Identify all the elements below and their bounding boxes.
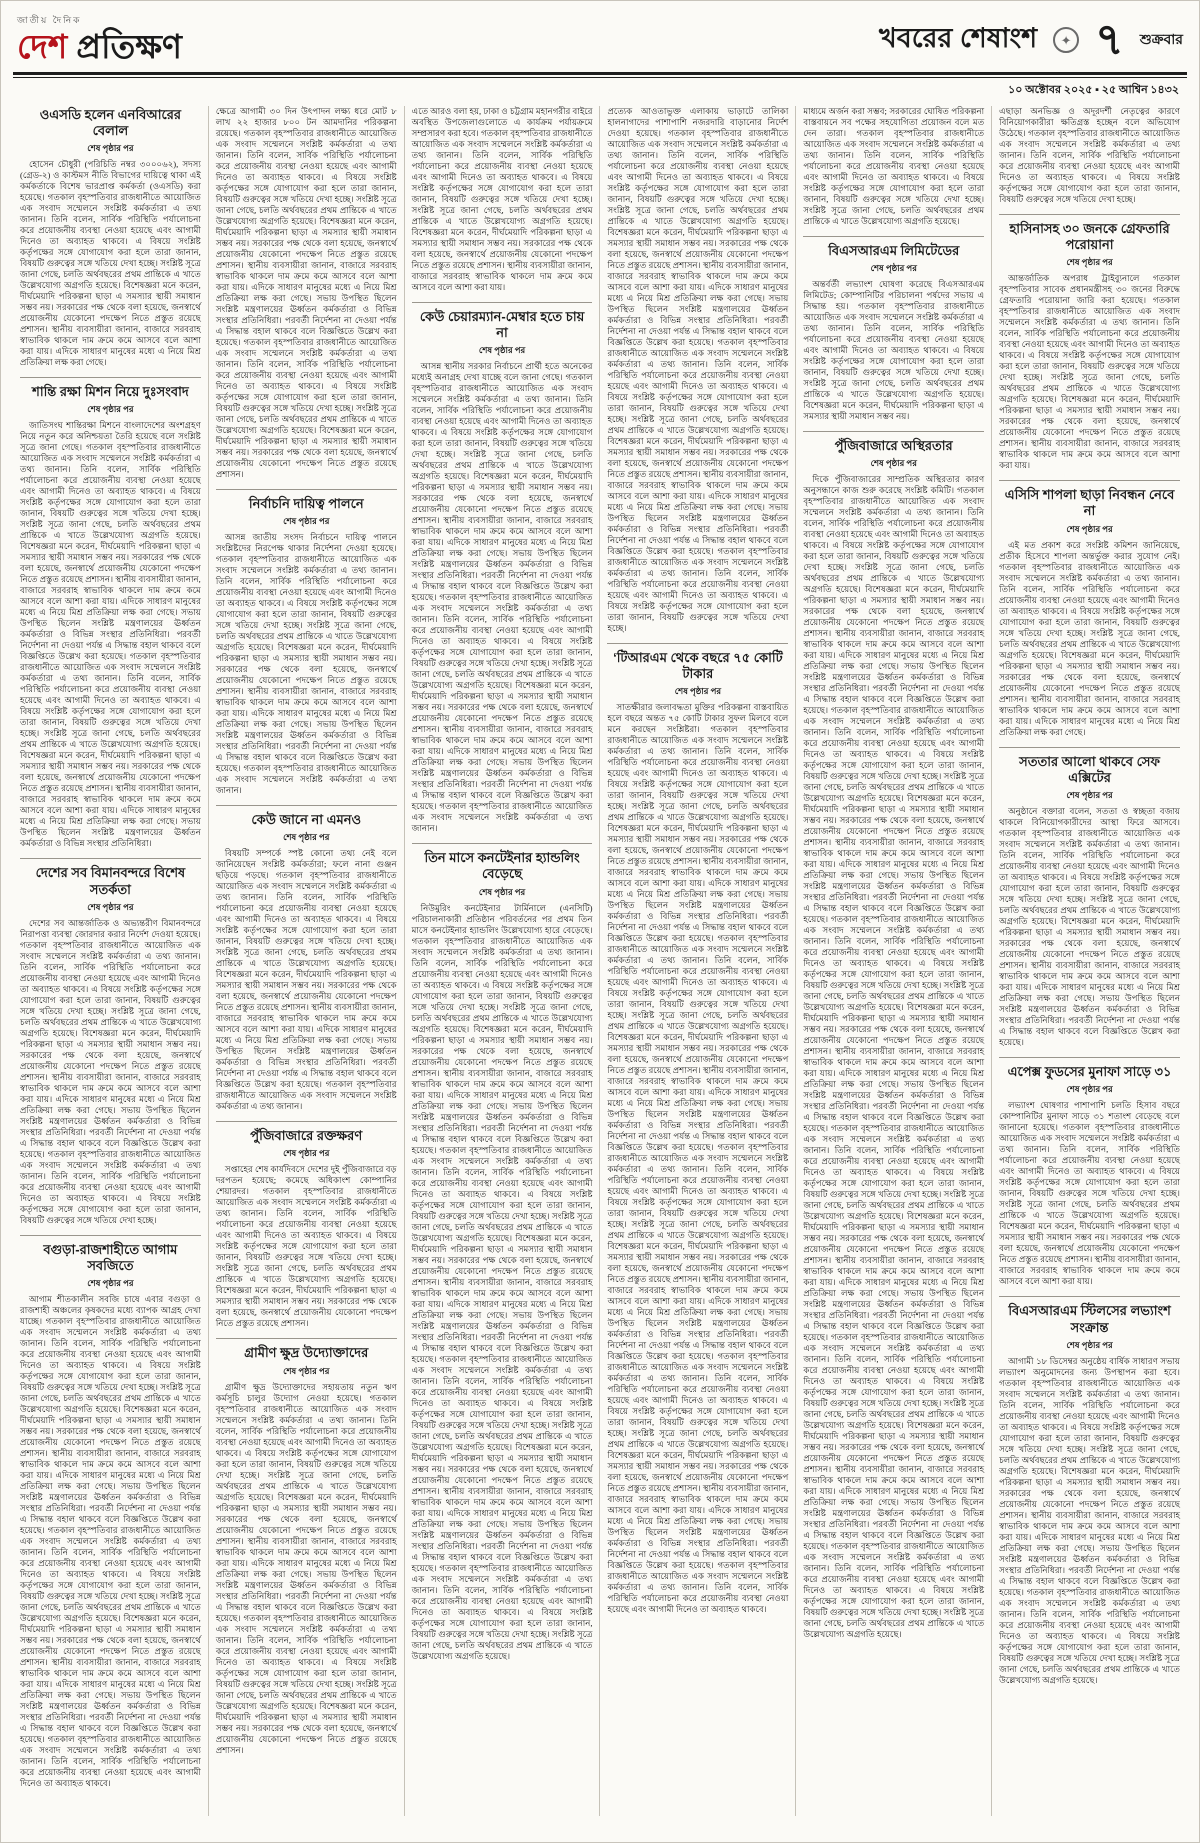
continued-from-label: শেষ পৃষ্ঠার পর xyxy=(1066,523,1113,534)
masthead-tagline: জাতীয় দৈনিক xyxy=(17,15,82,25)
article-continuation xyxy=(803,106,984,227)
continued-from-label: শেষ পৃষ্ঠার পর xyxy=(87,143,134,154)
article-body: ক্ষেত্রে আগামী ৩০ দিন উৎপাদন লক্ষ্য ধরে মোট ৮ লাখ ২২ হাজার ৮০০ টন আমদানির পরিকল্পনা রয়েছে। গতকাল বৃহস্পতিবার রাজধানীতে আয়োজিত এক সংবাদ সম্মেলনে সংশ্লিষ্ট কর্মকর্তারা এ তথ্য জানান। তিনি বলেন, সার্বিক পরিস্থিতি পর্যালোচনা করে প্রয়োজনীয় ব্যবস্থা নেওয়া হয়েছে এবং আগামী দিনেও তা অব্যাহত থাকবে। এ বিষয়ে সংশ্লিষ্ট কর্তৃপক্ষের সঙ্গে যোগাযোগ করা হলে তারা জানান, বিষয়টি গুরুত্বের সঙ্গে খতিয়ে দেখা হচ্ছে। সংশ্লিষ্ট সূত্রে জানা গেছে, চলতি অর্থবছরের প্রথম প্রান্তিকে এ খাতে উল্লেখযোগ্য অগ্রগতি হয়েছে। বিশেষজ্ঞরা মনে করেন, দীর্ঘমেয়াদি পরিকল্পনা ছাড়া এ সমস্যার স্থায়ী সমাধান সম্ভব নয়। সরকারের পক্ষ থেকে বলা হয়েছে, জনস্বার্থে প্রয়োজনীয় যেকোনো পদক্ষেপ নিতে প্রস্তুত রয়েছে প্রশাসন। স্থানীয় ব্যবসায়ীরা জানান, বাজারে সরবরাহ স্বাভাবিক থাকলে দাম ক্রমে কমে আসবে বলে আশা করা যায়। এদিকে সাধারণ মানুষের মধ্যে এ নিয়ে মিশ্র প্রতিক্রিয়া লক্ষ করা গেছে। সভায় উপস্থিত ছিলেন সংশ্লিষ্ট মন্ত্রণালয়ের ঊর্ধ্বতন কর্মকর্তারা ও বিভিন্ন সংস্থার প্রতিনিধিরা। পরবর্তী নির্দেশনা না দেওয়া পর্যন্ত এ সিদ্ধান্ত বহাল থাকবে বলে বিজ্ঞপ্তিতে উল্লেখ করা হয়েছে। গতকাল বৃহস্পতিবার রাজধানীতে আয়োজিত এক সংবাদ সম্মেলনে সংশ্লিষ্ট কর্মকর্তারা এ তথ্য জানান। তিনি বলেন, সার্বিক পরিস্থিতি পর্যালোচনা করে প্রয়োজনীয় ব্যবস্থা নেওয়া হয়েছে এবং আগামী দিনেও তা অব্যাহত থাকবে। এ বিষয়ে সংশ্লিষ্ট কর্তৃপক্ষের সঙ্গে যোগাযোগ করা হলে তারা জানান, বিষয়টি গুরুত্বের সঙ্গে খতিয়ে দেখা হচ্ছে। সংশ্লিষ্ট সূত্রে জানা গেছে, চলতি অর্থবছরের প্রথম প্রান্তিকে এ খাতে উল্লেখযোগ্য অগ্রগতি হয়েছে। বিশেষজ্ঞরা মনে করেন, দীর্ঘমেয়াদি পরিকল্পনা ছাড়া এ সমস্যার স্থায়ী সমাধান সম্ভব নয়। সরকারের পক্ষ থেকে বলা হয়েছে, জনস্বার্থে প্রয়োজনীয় যেকোনো পদক্ষেপ নিতে প্রস্তুত রয়েছে প্রশাসন। xyxy=(215,105,397,479)
article xyxy=(999,480,1180,738)
article-body: গ্রামীণ ক্ষুদ্র উদ্যোক্তাদের সহায়তায় নতুন ঋণ কর্মসূচি চালুর উদ্যোগ নেওয়া হয়েছে। গতকাল বৃহস্পতিবার রাজধানীতে আয়োজিত এক সংবাদ সম্মেলনে সংশ্লিষ্ট কর্মকর্তারা এ তথ্য জানান। তিনি বলেন, সার্বিক পরিস্থিতি পর্যালোচনা করে প্রয়োজনীয় ব্যবস্থা নেওয়া হয়েছে এবং আগামী দিনেও তা অব্যাহত থাকবে। এ বিষয়ে সংশ্লিষ্ট কর্তৃপক্ষের সঙ্গে যোগাযোগ করা হলে তারা জানান, বিষয়টি গুরুত্বের সঙ্গে খতিয়ে দেখা হচ্ছে। সংশ্লিষ্ট সূত্রে জানা গেছে, চলতি অর্থবছরের প্রথম প্রান্তিকে এ খাতে উল্লেখযোগ্য অগ্রগতি হয়েছে। বিশেষজ্ঞরা মনে করেন, দীর্ঘমেয়াদি পরিকল্পনা ছাড়া এ সমস্যার স্থায়ী সমাধান সম্ভব নয়। সরকারের পক্ষ থেকে বলা হয়েছে, জনস্বার্থে প্রয়োজনীয় যেকোনো পদক্ষেপ নিতে প্রস্তুত রয়েছে প্রশাসন। স্থানীয় ব্যবসায়ীরা জানান, বাজারে সরবরাহ স্বাভাবিক থাকলে দাম ক্রমে কমে আসবে বলে আশা করা যায়। এদিকে সাধারণ মানুষের মধ্যে এ নিয়ে মিশ্র প্রতিক্রিয়া লক্ষ করা গেছে। সভায় উপস্থিত ছিলেন সংশ্লিষ্ট মন্ত্রণালয়ের ঊর্ধ্বতন কর্মকর্তারা ও বিভিন্ন সংস্থার প্রতিনিধিরা। পরবর্তী নির্দেশনা না দেওয়া পর্যন্ত এ সিদ্ধান্ত বহাল থাকবে বলে বিজ্ঞপ্তিতে উল্লেখ করা হয়েছে। গতকাল বৃহস্পতিবার রাজধানীতে আয়োজিত এক সংবাদ সম্মেলনে সংশ্লিষ্ট কর্মকর্তারা এ তথ্য জানান। তিনি বলেন, সার্বিক পরিস্থিতি পর্যালোচনা করে প্রয়োজনীয় ব্যবস্থা নেওয়া হয়েছে এবং আগামী দিনেও তা অব্যাহত থাকবে। এ বিষয়ে সংশ্লিষ্ট কর্তৃপক্ষের সঙ্গে যোগাযোগ করা হলে তারা জানান, বিষয়টি গুরুত্বের সঙ্গে খতিয়ে দেখা হচ্ছে। সংশ্লিষ্ট সূত্রে জানা গেছে, চলতি অর্থবছরের প্রথম প্রান্তিকে এ খাতে উল্লেখযোগ্য অগ্রগতি হয়েছে। বিশেষজ্ঞরা মনে করেন, দীর্ঘমেয়াদি পরিকল্পনা ছাড়া এ সমস্যার স্থায়ী সমাধান সম্ভব নয়। সরকারের পক্ষ থেকে বলা হয়েছে, জনস্বার্থে প্রয়োজনীয় যেকোনো পদক্ষেপ নিতে প্রস্তুত রয়েছে প্রশাসন। xyxy=(215,1381,397,1755)
continued-from-label: শেষ পৃষ্ঠার পর xyxy=(283,515,330,526)
article-headline: এসিসি শাপলা ছাড়া নিবন্ধন নেবে না xyxy=(1004,487,1175,519)
article xyxy=(999,214,1180,472)
article-body: অনুষ্ঠানে বক্তারা বলেন, সততা ও স্বচ্ছতা বজায় থাকলে বিনিয়োগকারীদের আস্থা ফিরে আসবে। গতকাল বৃহস্পতিবার রাজধানীতে আয়োজিত এক সংবাদ সম্মেলনে সংশ্লিষ্ট কর্মকর্তারা এ তথ্য জানান। তিনি বলেন, সার্বিক পরিস্থিতি পর্যালোচনা করে প্রয়োজনীয় ব্যবস্থা নেওয়া হয়েছে এবং আগামী দিনেও তা অব্যাহত থাকবে। এ বিষয়ে সংশ্লিষ্ট কর্তৃপক্ষের সঙ্গে যোগাযোগ করা হলে তারা জানান, বিষয়টি গুরুত্বের সঙ্গে খতিয়ে দেখা হচ্ছে। সংশ্লিষ্ট সূত্রে জানা গেছে, চলতি অর্থবছরের প্রথম প্রান্তিকে এ খাতে উল্লেখযোগ্য অগ্রগতি হয়েছে। বিশেষজ্ঞরা মনে করেন, দীর্ঘমেয়াদি পরিকল্পনা ছাড়া এ সমস্যার স্থায়ী সমাধান সম্ভব নয়। সরকারের পক্ষ থেকে বলা হয়েছে, জনস্বার্থে প্রয়োজনীয় যেকোনো পদক্ষেপ নিতে প্রস্তুত রয়েছে প্রশাসন। স্থানীয় ব্যবসায়ীরা জানান, বাজারে সরবরাহ স্বাভাবিক থাকলে দাম ক্রমে কমে আসবে বলে আশা করা যায়। এদিকে সাধারণ মানুষের মধ্যে এ নিয়ে মিশ্র প্রতিক্রিয়া লক্ষ করা গেছে। সভায় উপস্থিত ছিলেন সংশ্লিষ্ট মন্ত্রণালয়ের ঊর্ধ্বতন কর্মকর্তারা ও বিভিন্ন সংস্থার প্রতিনিধিরা। পরবর্তী নির্দেশনা না দেওয়া পর্যন্ত এ সিদ্ধান্ত বহাল থাকবে বলে বিজ্ঞপ্তিতে উল্লেখ করা হয়েছে। xyxy=(999,806,1180,1048)
date-line: ১০ অক্টোবর ২০২৫ ▪ ২৫ আশ্বিন ১৪৩২ xyxy=(1008,83,1179,96)
article-continuation xyxy=(607,106,788,634)
article-headline: গ্রামীণ ক্ষুদ্র উদ্যোক্তাদের xyxy=(244,1345,369,1361)
article-body: সাতক্ষীরার জলাবদ্ধতা মুক্তির পরিকল্পনা বাস্তবায়িত হলে বছরে অন্তত ৭৫ কোটি টাকার সুফল মিলবে বলে মনে করছেন সংশ্লিষ্টরা। গতকাল বৃহস্পতিবার রাজধানীতে আয়োজিত এক সংবাদ সম্মেলনে সংশ্লিষ্ট কর্মকর্তারা এ তথ্য জানান। তিনি বলেন, সার্বিক পরিস্থিতি পর্যালোচনা করে প্রয়োজনীয় ব্যবস্থা নেওয়া হয়েছে এবং আগামী দিনেও তা অব্যাহত থাকবে। এ বিষয়ে সংশ্লিষ্ট কর্তৃপক্ষের সঙ্গে যোগাযোগ করা হলে তারা জানান, বিষয়টি গুরুত্বের সঙ্গে খতিয়ে দেখা হচ্ছে। সংশ্লিষ্ট সূত্রে জানা গেছে, চলতি অর্থবছরের প্রথম প্রান্তিকে এ খাতে উল্লেখযোগ্য অগ্রগতি হয়েছে। বিশেষজ্ঞরা মনে করেন, দীর্ঘমেয়াদি পরিকল্পনা ছাড়া এ সমস্যার স্থায়ী সমাধান সম্ভব নয়। সরকারের পক্ষ থেকে বলা হয়েছে, জনস্বার্থে প্রয়োজনীয় যেকোনো পদক্ষেপ নিতে প্রস্তুত রয়েছে প্রশাসন। স্থানীয় ব্যবসায়ীরা জানান, বাজারে সরবরাহ স্বাভাবিক থাকলে দাম ক্রমে কমে আসবে বলে আশা করা যায়। এদিকে সাধারণ মানুষের মধ্যে এ নিয়ে মিশ্র প্রতিক্রিয়া লক্ষ করা গেছে। সভায় উপস্থিত ছিলেন সংশ্লিষ্ট মন্ত্রণালয়ের ঊর্ধ্বতন কর্মকর্তারা ও বিভিন্ন সংস্থার প্রতিনিধিরা। পরবর্তী নির্দেশনা না দেওয়া পর্যন্ত এ সিদ্ধান্ত বহাল থাকবে বলে বিজ্ঞপ্তিতে উল্লেখ করা হয়েছে। গতকাল বৃহস্পতিবার রাজধানীতে আয়োজিত এক সংবাদ সম্মেলনে সংশ্লিষ্ট কর্মকর্তারা এ তথ্য জানান। তিনি বলেন, সার্বিক পরিস্থিতি পর্যালোচনা করে প্রয়োজনীয় ব্যবস্থা নেওয়া হয়েছে এবং আগামী দিনেও তা অব্যাহত থাকবে। এ বিষয়ে সংশ্লিষ্ট কর্তৃপক্ষের সঙ্গে যোগাযোগ করা হলে তারা জানান, বিষয়টি গুরুত্বের সঙ্গে খতিয়ে দেখা হচ্ছে। সংশ্লিষ্ট সূত্রে জানা গেছে, চলতি অর্থবছরের প্রথম প্রান্তিকে এ খাতে উল্লেখযোগ্য অগ্রগতি হয়েছে। বিশেষজ্ঞরা মনে করেন, দীর্ঘমেয়াদি পরিকল্পনা ছাড়া এ সমস্যার স্থায়ী সমাধান সম্ভব নয়। সরকারের পক্ষ থেকে বলা হয়েছে, জনস্বার্থে প্রয়োজনীয় যেকোনো পদক্ষেপ নিতে প্রস্তুত রয়েছে প্রশাসন। স্থানীয় ব্যবসায়ীরা জানান, বাজারে সরবরাহ স্বাভাবিক থাকলে দাম ক্রমে কমে আসবে বলে আশা করা যায়। এদিকে সাধারণ মানুষের মধ্যে এ নিয়ে মিশ্র প্রতিক্রিয়া লক্ষ করা গেছে। সভায় উপস্থিত ছিলেন সংশ্লিষ্ট মন্ত্রণালয়ের ঊর্ধ্বতন কর্মকর্তারা ও বিভিন্ন সংস্থার প্রতিনিধিরা। পরবর্তী নির্দেশনা না দেওয়া পর্যন্ত এ সিদ্ধান্ত বহাল থাকবে বলে বিজ্ঞপ্তিতে উল্লেখ করা হয়েছে। গতকাল বৃহস্পতিবার রাজধানীতে আয়োজিত এক সংবাদ সম্মেলনে সংশ্লিষ্ট কর্মকর্তারা এ তথ্য জানান। তিনি বলেন, সার্বিক পরিস্থিতি পর্যালোচনা করে প্রয়োজনীয় ব্যবস্থা নেওয়া হয়েছে এবং আগামী দিনেও তা অব্যাহত থাকবে। এ বিষয়ে সংশ্লিষ্ট কর্তৃপক্ষের সঙ্গে যোগাযোগ করা হলে তারা জানান, বিষয়টি গুরুত্বের সঙ্গে খতিয়ে দেখা হচ্ছে। সংশ্লিষ্ট সূত্রে জানা গেছে, চলতি অর্থবছরের প্রথম প্রান্তিকে এ খাতে উল্লেখযোগ্য অগ্রগতি হয়েছে। বিশেষজ্ঞরা মনে করেন, দীর্ঘমেয়াদি পরিকল্পনা ছাড়া এ সমস্যার স্থায়ী সমাধান সম্ভব নয়। সরকারের পক্ষ থেকে বলা হয়েছে, জনস্বার্থে প্রয়োজনীয় যেকোনো পদক্ষেপ নিতে প্রস্তুত রয়েছে প্রশাসন। স্থানীয় ব্যবসায়ীরা জানান, বাজারে সরবরাহ স্বাভাবিক থাকলে দাম ক্রমে কমে আসবে বলে আশা করা যায়। এদিকে সাধারণ মানুষের মধ্যে এ নিয়ে মিশ্র প্রতিক্রিয়া লক্ষ করা গেছে। সভায় উপস্থিত ছিলেন সংশ্লিষ্ট মন্ত্রণালয়ের ঊর্ধ্বতন কর্মকর্তারা ও বিভিন্ন সংস্থার প্রতিনিধিরা। পরবর্তী নির্দেশনা না দেওয়া পর্যন্ত এ সিদ্ধান্ত বহাল থাকবে বলে বিজ্ঞপ্তিতে উল্লেখ করা হয়েছে। গতকাল বৃহস্পতিবার রাজধানীতে আয়োজিত এক সংবাদ সম্মেলনে সংশ্লিষ্ট কর্মকর্তারা এ তথ্য জানান। তিনি বলেন, সার্বিক পরিস্থিতি পর্যালোচনা করে প্রয়োজনীয় ব্যবস্থা নেওয়া হয়েছে এবং আগামী দিনেও তা অব্যাহত থাকবে। এ বিষয়ে সংশ্লিষ্ট কর্তৃপক্ষের সঙ্গে যোগাযোগ করা হলে তারা জানান, বিষয়টি গুরুত্বের সঙ্গে খতিয়ে দেখা হচ্ছে। সংশ্লিষ্ট সূত্রে জানা গেছে, চলতি অর্থবছরের প্রথম প্রান্তিকে এ খাতে উল্লেখযোগ্য অগ্রগতি হয়েছে। বিশেষজ্ঞরা মনে করেন, দীর্ঘমেয়াদি পরিকল্পনা ছাড়া এ সমস্যার স্থায়ী সমাধান সম্ভব নয়। সরকারের পক্ষ থেকে বলা হয়েছে, জনস্বার্থে প্রয়োজনীয় যেকোনো পদক্ষেপ নিতে প্রস্তুত রয়েছে প্রশাসন। স্থানীয় ব্যবসায়ীরা জানান, বাজারে সরবরাহ স্বাভাবিক থাকলে দাম ক্রমে কমে আসবে বলে আশা করা যায়। এদিকে সাধারণ মানুষের মধ্যে এ নিয়ে মিশ্র প্রতিক্রিয়া লক্ষ করা গেছে। সভায় উপস্থিত ছিলেন সংশ্লিষ্ট মন্ত্রণালয়ের ঊর্ধ্বতন কর্মকর্তারা ও বিভিন্ন সংস্থার প্রতিনিধিরা। পরবর্তী নির্দেশনা না দেওয়া পর্যন্ত এ সিদ্ধান্ত বহাল থাকবে বলে বিজ্ঞপ্তিতে উল্লেখ করা হয়েছে। গতকাল বৃহস্পতিবার রাজধানীতে আয়োজিত এক সংবাদ সম্মেলনে সংশ্লিষ্ট কর্মকর্তারা এ তথ্য জানান। তিনি বলেন, সার্বিক পরিস্থিতি পর্যালোচনা করে প্রয়োজনীয় ব্যবস্থা নেওয়া হয়েছে এবং আগামী দিনেও তা অব্যাহত থাকবে। xyxy=(607,702,789,1615)
continued-from-label: শেষ পৃষ্ঠার পর xyxy=(87,404,134,415)
continued-from-label: শেষ পৃষ্ঠার পর xyxy=(87,1278,134,1289)
article-body: জাতিসংঘ শান্তিরক্ষা মিশনে বাংলাদেশের অংশগ্রহণ নিয়ে নতুন করে অনিশ্চয়তা তৈরি হয়েছে বলে সংশ্লিষ্ট সূত্রে জানা গেছে। গতকাল বৃহস্পতিবার রাজধানীতে আয়োজিত এক সংবাদ সম্মেলনে সংশ্লিষ্ট কর্মকর্তারা এ তথ্য জানান। তিনি বলেন, সার্বিক পরিস্থিতি পর্যালোচনা করে প্রয়োজনীয় ব্যবস্থা নেওয়া হয়েছে এবং আগামী দিনেও তা অব্যাহত থাকবে। এ বিষয়ে সংশ্লিষ্ট কর্তৃপক্ষের সঙ্গে যোগাযোগ করা হলে তারা জানান, বিষয়টি গুরুত্বের সঙ্গে খতিয়ে দেখা হচ্ছে। সংশ্লিষ্ট সূত্রে জানা গেছে, চলতি অর্থবছরের প্রথম প্রান্তিকে এ খাতে উল্লেখযোগ্য অগ্রগতি হয়েছে। বিশেষজ্ঞরা মনে করেন, দীর্ঘমেয়াদি পরিকল্পনা ছাড়া এ সমস্যার স্থায়ী সমাধান সম্ভব নয়। সরকারের পক্ষ থেকে বলা হয়েছে, জনস্বার্থে প্রয়োজনীয় যেকোনো পদক্ষেপ নিতে প্রস্তুত রয়েছে প্রশাসন। স্থানীয় ব্যবসায়ীরা জানান, বাজারে সরবরাহ স্বাভাবিক থাকলে দাম ক্রমে কমে আসবে বলে আশা করা যায়। এদিকে সাধারণ মানুষের মধ্যে এ নিয়ে মিশ্র প্রতিক্রিয়া লক্ষ করা গেছে। সভায় উপস্থিত ছিলেন সংশ্লিষ্ট মন্ত্রণালয়ের ঊর্ধ্বতন কর্মকর্তারা ও বিভিন্ন সংস্থার প্রতিনিধিরা। পরবর্তী নির্দেশনা না দেওয়া পর্যন্ত এ সিদ্ধান্ত বহাল থাকবে বলে বিজ্ঞপ্তিতে উল্লেখ করা হয়েছে। গতকাল বৃহস্পতিবার রাজধানীতে আয়োজিত এক সংবাদ সম্মেলনে সংশ্লিষ্ট কর্মকর্তারা এ তথ্য জানান। তিনি বলেন, সার্বিক পরিস্থিতি পর্যালোচনা করে প্রয়োজনীয় ব্যবস্থা নেওয়া হয়েছে এবং আগামী দিনেও তা অব্যাহত থাকবে। এ বিষয়ে সংশ্লিষ্ট কর্তৃপক্ষের সঙ্গে যোগাযোগ করা হলে তারা জানান, বিষয়টি গুরুত্বের সঙ্গে খতিয়ে দেখা হচ্ছে। সংশ্লিষ্ট সূত্রে জানা গেছে, চলতি অর্থবছরের প্রথম প্রান্তিকে এ খাতে উল্লেখযোগ্য অগ্রগতি হয়েছে। বিশেষজ্ঞরা মনে করেন, দীর্ঘমেয়াদি পরিকল্পনা ছাড়া এ সমস্যার স্থায়ী সমাধান সম্ভব নয়। সরকারের পক্ষ থেকে বলা হয়েছে, জনস্বার্থে প্রয়োজনীয় যেকোনো পদক্ষেপ নিতে প্রস্তুত রয়েছে প্রশাসন। স্থানীয় ব্যবসায়ীরা জানান, বাজারে সরবরাহ স্বাভাবিক থাকলে দাম ক্রমে কমে আসবে বলে আশা করা যায়। এদিকে সাধারণ মানুষের মধ্যে এ নিয়ে মিশ্র প্রতিক্রিয়া লক্ষ করা গেছে। সভায় উপস্থিত ছিলেন সংশ্লিষ্ট মন্ত্রণালয়ের ঊর্ধ্বতন কর্মকর্তারা ও বিভিন্ন সংস্থার প্রতিনিধিরা। xyxy=(20,420,201,849)
article xyxy=(216,805,397,1112)
crest-icon: ✦ xyxy=(1053,27,1079,53)
column-5 xyxy=(795,106,991,1816)
article xyxy=(20,107,201,369)
article-headline: বগুড়া-রাজশাহীতে আগাম সবজিতে xyxy=(43,1241,178,1274)
article-headline: হাসিনাসহ ৩০ জনকে গ্রেফতারি পরোয়ানা xyxy=(1009,220,1170,252)
article-body: প্রত্যেক আওতাভুক্ত এলাকায় ভাড়াটে তালিকা হালনাগাদের পাশাপাশি নজরদারি বাড়ানোর নির্দেশ দেওয়া হয়েছে। গতকাল বৃহস্পতিবার রাজধানীতে আয়োজিত এক সংবাদ সম্মেলনে সংশ্লিষ্ট কর্মকর্তারা এ তথ্য জানান। তিনি বলেন, সার্বিক পরিস্থিতি পর্যালোচনা করে প্রয়োজনীয় ব্যবস্থা নেওয়া হয়েছে এবং আগামী দিনেও তা অব্যাহত থাকবে। এ বিষয়ে সংশ্লিষ্ট কর্তৃপক্ষের সঙ্গে যোগাযোগ করা হলে তারা জানান, বিষয়টি গুরুত্বের সঙ্গে খতিয়ে দেখা হচ্ছে। সংশ্লিষ্ট সূত্রে জানা গেছে, চলতি অর্থবছরের প্রথম প্রান্তিকে এ খাতে উল্লেখযোগ্য অগ্রগতি হয়েছে। বিশেষজ্ঞরা মনে করেন, দীর্ঘমেয়াদি পরিকল্পনা ছাড়া এ সমস্যার স্থায়ী সমাধান সম্ভব নয়। সরকারের পক্ষ থেকে বলা হয়েছে, জনস্বার্থে প্রয়োজনীয় যেকোনো পদক্ষেপ নিতে প্রস্তুত রয়েছে প্রশাসন। স্থানীয় ব্যবসায়ীরা জানান, বাজারে সরবরাহ স্বাভাবিক থাকলে দাম ক্রমে কমে আসবে বলে আশা করা যায়। এদিকে সাধারণ মানুষের মধ্যে এ নিয়ে মিশ্র প্রতিক্রিয়া লক্ষ করা গেছে। সভায় উপস্থিত ছিলেন সংশ্লিষ্ট মন্ত্রণালয়ের ঊর্ধ্বতন কর্মকর্তারা ও বিভিন্ন সংস্থার প্রতিনিধিরা। পরবর্তী নির্দেশনা না দেওয়া পর্যন্ত এ সিদ্ধান্ত বহাল থাকবে বলে বিজ্ঞপ্তিতে উল্লেখ করা হয়েছে। গতকাল বৃহস্পতিবার রাজধানীতে আয়োজিত এক সংবাদ সম্মেলনে সংশ্লিষ্ট কর্মকর্তারা এ তথ্য জানান। তিনি বলেন, সার্বিক পরিস্থিতি পর্যালোচনা করে প্রয়োজনীয় ব্যবস্থা নেওয়া হয়েছে এবং আগামী দিনেও তা অব্যাহত থাকবে। এ বিষয়ে সংশ্লিষ্ট কর্তৃপক্ষের সঙ্গে যোগাযোগ করা হলে তারা জানান, বিষয়টি গুরুত্বের সঙ্গে খতিয়ে দেখা হচ্ছে। সংশ্লিষ্ট সূত্রে জানা গেছে, চলতি অর্থবছরের প্রথম প্রান্তিকে এ খাতে উল্লেখযোগ্য অগ্রগতি হয়েছে। বিশেষজ্ঞরা মনে করেন, দীর্ঘমেয়াদি পরিকল্পনা ছাড়া এ সমস্যার স্থায়ী সমাধান সম্ভব নয়। সরকারের পক্ষ থেকে বলা হয়েছে, জনস্বার্থে প্রয়োজনীয় যেকোনো পদক্ষেপ নিতে প্রস্তুত রয়েছে প্রশাসন। স্থানীয় ব্যবসায়ীরা জানান, বাজারে সরবরাহ স্বাভাবিক থাকলে দাম ক্রমে কমে আসবে বলে আশা করা যায়। এদিকে সাধারণ মানুষের মধ্যে এ নিয়ে মিশ্র প্রতিক্রিয়া লক্ষ করা গেছে। সভায় উপস্থিত ছিলেন সংশ্লিষ্ট মন্ত্রণালয়ের ঊর্ধ্বতন কর্মকর্তারা ও বিভিন্ন সংস্থার প্রতিনিধিরা। পরবর্তী নির্দেশনা না দেওয়া পর্যন্ত এ সিদ্ধান্ত বহাল থাকবে বলে বিজ্ঞপ্তিতে উল্লেখ করা হয়েছে। গতকাল বৃহস্পতিবার রাজধানীতে আয়োজিত এক সংবাদ সম্মেলনে সংশ্লিষ্ট কর্মকর্তারা এ তথ্য জানান। তিনি বলেন, সার্বিক পরিস্থিতি পর্যালোচনা করে প্রয়োজনীয় ব্যবস্থা নেওয়া হয়েছে এবং আগামী দিনেও তা অব্যাহত থাকবে। এ বিষয়ে সংশ্লিষ্ট কর্তৃপক্ষের সঙ্গে যোগাযোগ করা হলে তারা জানান, বিষয়টি গুরুত্বের সঙ্গে খতিয়ে দেখা হচ্ছে। xyxy=(607,105,789,633)
article-headline: পুঁজিবাজারে রক্তক্ষরণ xyxy=(250,1128,363,1144)
article xyxy=(999,747,1180,1049)
continued-from-label: শেষ পৃষ্ঠার পর xyxy=(870,458,917,469)
continued-from-label: শেষ পৃষ্ঠার পর xyxy=(1066,790,1113,801)
article-headline: নির্বাচনি দায়িত্ব পালনে xyxy=(248,495,364,511)
article xyxy=(20,377,201,849)
page-header xyxy=(13,7,1187,72)
article-body: আসন্ন স্থানীয় সরকার নির্বাচনে প্রার্থী হতে অনেকের মধ্যেই অনাগ্রহ দেখা যাচ্ছে বলে জানা গেছে। গতকাল বৃহস্পতিবার রাজধানীতে আয়োজিত এক সংবাদ সম্মেলনে সংশ্লিষ্ট কর্মকর্তারা এ তথ্য জানান। তিনি বলেন, সার্বিক পরিস্থিতি পর্যালোচনা করে প্রয়োজনীয় ব্যবস্থা নেওয়া হয়েছে এবং আগামী দিনেও তা অব্যাহত থাকবে। এ বিষয়ে সংশ্লিষ্ট কর্তৃপক্ষের সঙ্গে যোগাযোগ করা হলে তারা জানান, বিষয়টি গুরুত্বের সঙ্গে খতিয়ে দেখা হচ্ছে। সংশ্লিষ্ট সূত্রে জানা গেছে, চলতি অর্থবছরের প্রথম প্রান্তিকে এ খাতে উল্লেখযোগ্য অগ্রগতি হয়েছে। বিশেষজ্ঞরা মনে করেন, দীর্ঘমেয়াদি পরিকল্পনা ছাড়া এ সমস্যার স্থায়ী সমাধান সম্ভব নয়। সরকারের পক্ষ থেকে বলা হয়েছে, জনস্বার্থে প্রয়োজনীয় যেকোনো পদক্ষেপ নিতে প্রস্তুত রয়েছে প্রশাসন। স্থানীয় ব্যবসায়ীরা জানান, বাজারে সরবরাহ স্বাভাবিক থাকলে দাম ক্রমে কমে আসবে বলে আশা করা যায়। এদিকে সাধারণ মানুষের মধ্যে এ নিয়ে মিশ্র প্রতিক্রিয়া লক্ষ করা গেছে। সভায় উপস্থিত ছিলেন সংশ্লিষ্ট মন্ত্রণালয়ের ঊর্ধ্বতন কর্মকর্তারা ও বিভিন্ন সংস্থার প্রতিনিধিরা। পরবর্তী নির্দেশনা না দেওয়া পর্যন্ত এ সিদ্ধান্ত বহাল থাকবে বলে বিজ্ঞপ্তিতে উল্লেখ করা হয়েছে। গতকাল বৃহস্পতিবার রাজধানীতে আয়োজিত এক সংবাদ সম্মেলনে সংশ্লিষ্ট কর্মকর্তারা এ তথ্য জানান। তিনি বলেন, সার্বিক পরিস্থিতি পর্যালোচনা করে প্রয়োজনীয় ব্যবস্থা নেওয়া হয়েছে এবং আগামী দিনেও তা অব্যাহত থাকবে। এ বিষয়ে সংশ্লিষ্ট কর্তৃপক্ষের সঙ্গে যোগাযোগ করা হলে তারা জানান, বিষয়টি গুরুত্বের সঙ্গে খতিয়ে দেখা হচ্ছে। সংশ্লিষ্ট সূত্রে জানা গেছে, চলতি অর্থবছরের প্রথম প্রান্তিকে এ খাতে উল্লেখযোগ্য অগ্রগতি হয়েছে। বিশেষজ্ঞরা মনে করেন, দীর্ঘমেয়াদি পরিকল্পনা ছাড়া এ সমস্যার স্থায়ী সমাধান সম্ভব নয়। সরকারের পক্ষ থেকে বলা হয়েছে, জনস্বার্থে প্রয়োজনীয় যেকোনো পদক্ষেপ নিতে প্রস্তুত রয়েছে প্রশাসন। স্থানীয় ব্যবসায়ীরা জানান, বাজারে সরবরাহ স্বাভাবিক থাকলে দাম ক্রমে কমে আসবে বলে আশা করা যায়। এদিকে সাধারণ মানুষের মধ্যে এ নিয়ে মিশ্র প্রতিক্রিয়া লক্ষ করা গেছে। সভায় উপস্থিত ছিলেন সংশ্লিষ্ট মন্ত্রণালয়ের ঊর্ধ্বতন কর্মকর্তারা ও বিভিন্ন সংস্থার প্রতিনিধিরা। পরবর্তী নির্দেশনা না দেওয়া পর্যন্ত এ সিদ্ধান্ত বহাল থাকবে বলে বিজ্ঞপ্তিতে উল্লেখ করা হয়েছে। গতকাল বৃহস্পতিবার রাজধানীতে আয়োজিত এক সংবাদ সম্মেলনে সংশ্লিষ্ট কর্মকর্তারা এ তথ্য জানান। xyxy=(411,361,593,834)
continued-from-label: শেষ পৃষ্ঠার পর xyxy=(478,886,526,897)
column-3 xyxy=(404,106,600,1816)
newspaper-name-rest: প্রতিক্ষণ xyxy=(67,28,182,65)
article-body: দেশের সব আন্তর্জাতিক ও অভ্যন্তরীণ বিমানবন্দরে নিরাপত্তা ব্যবস্থা জোরদার করার নির্দেশ দেওয়া হয়েছে। গতকাল বৃহস্পতিবার রাজধানীতে আয়োজিত এক সংবাদ সম্মেলনে সংশ্লিষ্ট কর্মকর্তারা এ তথ্য জানান। তিনি বলেন, সার্বিক পরিস্থিতি পর্যালোচনা করে প্রয়োজনীয় ব্যবস্থা নেওয়া হয়েছে এবং আগামী দিনেও তা অব্যাহত থাকবে। এ বিষয়ে সংশ্লিষ্ট কর্তৃপক্ষের সঙ্গে যোগাযোগ করা হলে তারা জানান, বিষয়টি গুরুত্বের সঙ্গে খতিয়ে দেখা হচ্ছে। সংশ্লিষ্ট সূত্রে জানা গেছে, চলতি অর্থবছরের প্রথম প্রান্তিকে এ খাতে উল্লেখযোগ্য অগ্রগতি হয়েছে। বিশেষজ্ঞরা মনে করেন, দীর্ঘমেয়াদি পরিকল্পনা ছাড়া এ সমস্যার স্থায়ী সমাধান সম্ভব নয়। সরকারের পক্ষ থেকে বলা হয়েছে, জনস্বার্থে প্রয়োজনীয় যেকোনো পদক্ষেপ নিতে প্রস্তুত রয়েছে প্রশাসন। স্থানীয় ব্যবসায়ীরা জানান, বাজারে সরবরাহ স্বাভাবিক থাকলে দাম ক্রমে কমে আসবে বলে আশা করা যায়। এদিকে সাধারণ মানুষের মধ্যে এ নিয়ে মিশ্র প্রতিক্রিয়া লক্ষ করা গেছে। সভায় উপস্থিত ছিলেন সংশ্লিষ্ট মন্ত্রণালয়ের ঊর্ধ্বতন কর্মকর্তারা ও বিভিন্ন সংস্থার প্রতিনিধিরা। পরবর্তী নির্দেশনা না দেওয়া পর্যন্ত এ সিদ্ধান্ত বহাল থাকবে বলে বিজ্ঞপ্তিতে উল্লেখ করা হয়েছে। গতকাল বৃহস্পতিবার রাজধানীতে আয়োজিত এক সংবাদ সম্মেলনে সংশ্লিষ্ট কর্মকর্তারা এ তথ্য জানান। তিনি বলেন, সার্বিক পরিস্থিতি পর্যালোচনা করে প্রয়োজনীয় ব্যবস্থা নেওয়া হয়েছে এবং আগামী দিনেও তা অব্যাহত থাকবে। এ বিষয়ে সংশ্লিষ্ট কর্তৃপক্ষের সঙ্গে যোগাযোগ করা হলে তারা জানান, বিষয়টি গুরুত্বের সঙ্গে খতিয়ে দেখা হচ্ছে। xyxy=(20,917,201,1225)
continued-from-label: শেষ পৃষ্ঠার পর xyxy=(478,345,526,356)
article-headline: দেশের সব বিমানবন্দরে বিশেষ সতর্কতা xyxy=(35,865,186,897)
article-headline: বিএসআরএম স্টিলসের লভ্যাংশ সংক্রান্ত xyxy=(1008,1303,1171,1335)
article xyxy=(412,843,593,1662)
continued-from-label: শেষ পৃষ্ঠার পর xyxy=(674,686,722,697)
article xyxy=(607,643,788,1616)
article-body: এতে আরও বলা হয়, ঢাকা ও চট্টগ্রাম মহানগরীর বাইরে অবস্থিত উপজেলাগুলোতে এ কার্যক্রম পর্যায়ক্রমে সম্প্রসারণ করা হবে। গতকাল বৃহস্পতিবার রাজধানীতে আয়োজিত এক সংবাদ সম্মেলনে সংশ্লিষ্ট কর্মকর্তারা এ তথ্য জানান। তিনি বলেন, সার্বিক পরিস্থিতি পর্যালোচনা করে প্রয়োজনীয় ব্যবস্থা নেওয়া হয়েছে এবং আগামী দিনেও তা অব্যাহত থাকবে। এ বিষয়ে সংশ্লিষ্ট কর্তৃপক্ষের সঙ্গে যোগাযোগ করা হলে তারা জানান, বিষয়টি গুরুত্বের সঙ্গে খতিয়ে দেখা হচ্ছে। সংশ্লিষ্ট সূত্রে জানা গেছে, চলতি অর্থবছরের প্রথম প্রান্তিকে এ খাতে উল্লেখযোগ্য অগ্রগতি হয়েছে। বিশেষজ্ঞরা মনে করেন, দীর্ঘমেয়াদি পরিকল্পনা ছাড়া এ সমস্যার স্থায়ী সমাধান সম্ভব নয়। সরকারের পক্ষ থেকে বলা হয়েছে, জনস্বার্থে প্রয়োজনীয় যেকোনো পদক্ষেপ নিতে প্রস্তুত রয়েছে প্রশাসন। স্থানীয় ব্যবসায়ীরা জানান, বাজারে সরবরাহ স্বাভাবিক থাকলে দাম ক্রমে কমে আসবে বলে আশা করা যায়। xyxy=(411,105,593,292)
column-6 xyxy=(991,106,1187,1816)
article-body: আন্তর্জাতিক অপরাধ ট্রাইব্যুনালে গতকাল বৃহস্পতিবার সাবেক প্রধানমন্ত্রীসহ ৩০ জনের বিরুদ্ধে গ্রেফতারি পরোয়ানা জারি করা হয়েছে। গতকাল বৃহস্পতিবার রাজধানীতে আয়োজিত এক সংবাদ সম্মেলনে সংশ্লিষ্ট কর্মকর্তারা এ তথ্য জানান। তিনি বলেন, সার্বিক পরিস্থিতি পর্যালোচনা করে প্রয়োজনীয় ব্যবস্থা নেওয়া হয়েছে এবং আগামী দিনেও তা অব্যাহত থাকবে। এ বিষয়ে সংশ্লিষ্ট কর্তৃপক্ষের সঙ্গে যোগাযোগ করা হলে তারা জানান, বিষয়টি গুরুত্বের সঙ্গে খতিয়ে দেখা হচ্ছে। সংশ্লিষ্ট সূত্রে জানা গেছে, চলতি অর্থবছরের প্রথম প্রান্তিকে এ খাতে উল্লেখযোগ্য অগ্রগতি হয়েছে। বিশেষজ্ঞরা মনে করেন, দীর্ঘমেয়াদি পরিকল্পনা ছাড়া এ সমস্যার স্থায়ী সমাধান সম্ভব নয়। সরকারের পক্ষ থেকে বলা হয়েছে, জনস্বার্থে প্রয়োজনীয় যেকোনো পদক্ষেপ নিতে প্রস্তুত রয়েছে প্রশাসন। স্থানীয় ব্যবসায়ীরা জানান, বাজারে সরবরাহ স্বাভাবিক থাকলে দাম ক্রমে কমে আসবে বলে আশা করা যায়। xyxy=(999,273,1180,471)
continued-from-label: শেষ পৃষ্ঠার পর xyxy=(283,832,330,843)
article-headline: সততার আলো থাকবে সেফ এক্সিটের xyxy=(1019,753,1160,785)
continued-from-label: শেষ পৃষ্ঠার পর xyxy=(1066,257,1113,268)
article-body: দিকে পুঁজিবাজারের সাম্প্রতিক অস্থিরতার কারণ অনুসন্ধানে কাজ শুরু করেছে সংশ্লিষ্ট কমিটি। গতকাল বৃহস্পতিবার রাজধানীতে আয়োজিত এক সংবাদ সম্মেলনে সংশ্লিষ্ট কর্মকর্তারা এ তথ্য জানান। তিনি বলেন, সার্বিক পরিস্থিতি পর্যালোচনা করে প্রয়োজনীয় ব্যবস্থা নেওয়া হয়েছে এবং আগামী দিনেও তা অব্যাহত থাকবে। এ বিষয়ে সংশ্লিষ্ট কর্তৃপক্ষের সঙ্গে যোগাযোগ করা হলে তারা জানান, বিষয়টি গুরুত্বের সঙ্গে খতিয়ে দেখা হচ্ছে। সংশ্লিষ্ট সূত্রে জানা গেছে, চলতি অর্থবছরের প্রথম প্রান্তিকে এ খাতে উল্লেখযোগ্য অগ্রগতি হয়েছে। বিশেষজ্ঞরা মনে করেন, দীর্ঘমেয়াদি পরিকল্পনা ছাড়া এ সমস্যার স্থায়ী সমাধান সম্ভব নয়। সরকারের পক্ষ থেকে বলা হয়েছে, জনস্বার্থে প্রয়োজনীয় যেকোনো পদক্ষেপ নিতে প্রস্তুত রয়েছে প্রশাসন। স্থানীয় ব্যবসায়ীরা জানান, বাজারে সরবরাহ স্বাভাবিক থাকলে দাম ক্রমে কমে আসবে বলে আশা করা যায়। এদিকে সাধারণ মানুষের মধ্যে এ নিয়ে মিশ্র প্রতিক্রিয়া লক্ষ করা গেছে। সভায় উপস্থিত ছিলেন সংশ্লিষ্ট মন্ত্রণালয়ের ঊর্ধ্বতন কর্মকর্তারা ও বিভিন্ন সংস্থার প্রতিনিধিরা। পরবর্তী নির্দেশনা না দেওয়া পর্যন্ত এ সিদ্ধান্ত বহাল থাকবে বলে বিজ্ঞপ্তিতে উল্লেখ করা হয়েছে। গতকাল বৃহস্পতিবার রাজধানীতে আয়োজিত এক সংবাদ সম্মেলনে সংশ্লিষ্ট কর্মকর্তারা এ তথ্য জানান। তিনি বলেন, সার্বিক পরিস্থিতি পর্যালোচনা করে প্রয়োজনীয় ব্যবস্থা নেওয়া হয়েছে এবং আগামী দিনেও তা অব্যাহত থাকবে। এ বিষয়ে সংশ্লিষ্ট কর্তৃপক্ষের সঙ্গে যোগাযোগ করা হলে তারা জানান, বিষয়টি গুরুত্বের সঙ্গে খতিয়ে দেখা হচ্ছে। সংশ্লিষ্ট সূত্রে জানা গেছে, চলতি অর্থবছরের প্রথম প্রান্তিকে এ খাতে উল্লেখযোগ্য অগ্রগতি হয়েছে। বিশেষজ্ঞরা মনে করেন, দীর্ঘমেয়াদি পরিকল্পনা ছাড়া এ সমস্যার স্থায়ী সমাধান সম্ভব নয়। সরকারের পক্ষ থেকে বলা হয়েছে, জনস্বার্থে প্রয়োজনীয় যেকোনো পদক্ষেপ নিতে প্রস্তুত রয়েছে প্রশাসন। স্থানীয় ব্যবসায়ীরা জানান, বাজারে সরবরাহ স্বাভাবিক থাকলে দাম ক্রমে কমে আসবে বলে আশা করা যায়। এদিকে সাধারণ মানুষের মধ্যে এ নিয়ে মিশ্র প্রতিক্রিয়া লক্ষ করা গেছে। সভায় উপস্থিত ছিলেন সংশ্লিষ্ট মন্ত্রণালয়ের ঊর্ধ্বতন কর্মকর্তারা ও বিভিন্ন সংস্থার প্রতিনিধিরা। পরবর্তী নির্দেশনা না দেওয়া পর্যন্ত এ সিদ্ধান্ত বহাল থাকবে বলে বিজ্ঞপ্তিতে উল্লেখ করা হয়েছে। গতকাল বৃহস্পতিবার রাজধানীতে আয়োজিত এক সংবাদ সম্মেলনে সংশ্লিষ্ট কর্মকর্তারা এ তথ্য জানান। তিনি বলেন, সার্বিক পরিস্থিতি পর্যালোচনা করে প্রয়োজনীয় ব্যবস্থা নেওয়া হয়েছে এবং আগামী দিনেও তা অব্যাহত থাকবে। এ বিষয়ে সংশ্লিষ্ট কর্তৃপক্ষের সঙ্গে যোগাযোগ করা হলে তারা জানান, বিষয়টি গুরুত্বের সঙ্গে খতিয়ে দেখা হচ্ছে। সংশ্লিষ্ট সূত্রে জানা গেছে, চলতি অর্থবছরের প্রথম প্রান্তিকে এ খাতে উল্লেখযোগ্য অগ্রগতি হয়েছে। বিশেষজ্ঞরা মনে করেন, দীর্ঘমেয়াদি পরিকল্পনা ছাড়া এ সমস্যার স্থায়ী সমাধান সম্ভব নয়। সরকারের পক্ষ থেকে বলা হয়েছে, জনস্বার্থে প্রয়োজনীয় যেকোনো পদক্ষেপ নিতে প্রস্তুত রয়েছে প্রশাসন। স্থানীয় ব্যবসায়ীরা জানান, বাজারে সরবরাহ স্বাভাবিক থাকলে দাম ক্রমে কমে আসবে বলে আশা করা যায়। এদিকে সাধারণ মানুষের মধ্যে এ নিয়ে মিশ্র প্রতিক্রিয়া লক্ষ করা গেছে। সভায় উপস্থিত ছিলেন সংশ্লিষ্ট মন্ত্রণালয়ের ঊর্ধ্বতন কর্মকর্তারা ও বিভিন্ন সংস্থার প্রতিনিধিরা। পরবর্তী নির্দেশনা না দেওয়া পর্যন্ত এ সিদ্ধান্ত বহাল থাকবে বলে বিজ্ঞপ্তিতে উল্লেখ করা হয়েছে। গতকাল বৃহস্পতিবার রাজধানীতে আয়োজিত এক সংবাদ সম্মেলনে সংশ্লিষ্ট কর্মকর্তারা এ তথ্য জানান। তিনি বলেন, সার্বিক পরিস্থিতি পর্যালোচনা করে প্রয়োজনীয় ব্যবস্থা নেওয়া হয়েছে এবং আগামী দিনেও তা অব্যাহত থাকবে। এ বিষয়ে সংশ্লিষ্ট কর্তৃপক্ষের সঙ্গে যোগাযোগ করা হলে তারা জানান, বিষয়টি গুরুত্বের সঙ্গে খতিয়ে দেখা হচ্ছে। সংশ্লিষ্ট সূত্রে জানা গেছে, চলতি অর্থবছরের প্রথম প্রান্তিকে এ খাতে উল্লেখযোগ্য অগ্রগতি হয়েছে। বিশেষজ্ঞরা মনে করেন, দীর্ঘমেয়াদি পরিকল্পনা ছাড়া এ সমস্যার স্থায়ী সমাধান সম্ভব নয়। সরকারের পক্ষ থেকে বলা হয়েছে, জনস্বার্থে প্রয়োজনীয় যেকোনো পদক্ষেপ নিতে প্রস্তুত রয়েছে প্রশাসন। স্থানীয় ব্যবসায়ীরা জানান, বাজারে সরবরাহ স্বাভাবিক থাকলে দাম ক্রমে কমে আসবে বলে আশা করা যায়। এদিকে সাধারণ মানুষের মধ্যে এ নিয়ে মিশ্র প্রতিক্রিয়া লক্ষ করা গেছে। সভায় উপস্থিত ছিলেন সংশ্লিষ্ট মন্ত্রণালয়ের ঊর্ধ্বতন কর্মকর্তারা ও বিভিন্ন সংস্থার প্রতিনিধিরা। পরবর্তী নির্দেশনা না দেওয়া পর্যন্ত এ সিদ্ধান্ত বহাল থাকবে বলে বিজ্ঞপ্তিতে উল্লেখ করা হয়েছে। গতকাল বৃহস্পতিবার রাজধানীতে আয়োজিত এক সংবাদ সম্মেলনে সংশ্লিষ্ট কর্মকর্তারা এ তথ্য জানান। তিনি বলেন, সার্বিক পরিস্থিতি পর্যালোচনা করে প্রয়োজনীয় ব্যবস্থা নেওয়া হয়েছে এবং আগামী দিনেও তা অব্যাহত থাকবে। এ বিষয়ে সংশ্লিষ্ট কর্তৃপক্ষের সঙ্গে যোগাযোগ করা হলে তারা জানান, বিষয়টি গুরুত্বের সঙ্গে খতিয়ে দেখা হচ্ছে। সংশ্লিষ্ট সূত্রে জানা গেছে, চলতি অর্থবছরের প্রথম প্রান্তিকে এ খাতে উল্লেখযোগ্য অগ্রগতি হয়েছে। বিশেষজ্ঞরা মনে করেন, দীর্ঘমেয়াদি পরিকল্পনা ছাড়া এ সমস্যার স্থায়ী সমাধান সম্ভব নয়। সরকারের পক্ষ থেকে বলা হয়েছে, জনস্বার্থে প্রয়োজনীয় যেকোনো পদক্ষেপ নিতে প্রস্তুত রয়েছে প্রশাসন। স্থানীয় ব্যবসায়ীরা জানান, বাজারে সরবরাহ স্বাভাবিক থাকলে দাম ক্রমে কমে আসবে বলে আশা করা যায়। এদিকে সাধারণ মানুষের মধ্যে এ নিয়ে মিশ্র প্রতিক্রিয়া লক্ষ করা গেছে। সভায় উপস্থিত ছিলেন সংশ্লিষ্ট মন্ত্রণালয়ের ঊর্ধ্বতন কর্মকর্তারা ও বিভিন্ন সংস্থার প্রতিনিধিরা। পরবর্তী নির্দেশনা না দেওয়া পর্যন্ত এ সিদ্ধান্ত বহাল থাকবে বলে বিজ্ঞপ্তিতে উল্লেখ করা হয়েছে। গতকাল বৃহস্পতিবার রাজধানীতে আয়োজিত এক সংবাদ সম্মেলনে সংশ্লিষ্ট কর্মকর্তারা এ তথ্য জানান। তিনি বলেন, সার্বিক পরিস্থিতি পর্যালোচনা করে প্রয়োজনীয় ব্যবস্থা নেওয়া হয়েছে এবং আগামী দিনেও তা অব্যাহত থাকবে। এ বিষয়ে সংশ্লিষ্ট কর্তৃপক্ষের সঙ্গে যোগাযোগ করা হলে তারা জানান, বিষয়টি গুরুত্বের সঙ্গে খতিয়ে দেখা হচ্ছে। সংশ্লিষ্ট সূত্রে জানা গেছে, চলতি অর্থবছরের প্রথম প্রান্তিকে এ খাতে উল্লেখযোগ্য অগ্রগতি হয়েছে। xyxy=(803,474,985,1640)
article-body: নিউমুরিং কনটেইনার টার্মিনালে (এনসিটি) পরিচালনাকারী প্রতিষ্ঠান পরিবর্তনের পর প্রথম তিন মাসে কনটেইনার হ্যান্ডলিং উল্লেখযোগ্য হারে বেড়েছে। গতকাল বৃহস্পতিবার রাজধানীতে আয়োজিত এক সংবাদ সম্মেলনে সংশ্লিষ্ট কর্মকর্তারা এ তথ্য জানান। তিনি বলেন, সার্বিক পরিস্থিতি পর্যালোচনা করে প্রয়োজনীয় ব্যবস্থা নেওয়া হয়েছে এবং আগামী দিনেও তা অব্যাহত থাকবে। এ বিষয়ে সংশ্লিষ্ট কর্তৃপক্ষের সঙ্গে যোগাযোগ করা হলে তারা জানান, বিষয়টি গুরুত্বের সঙ্গে খতিয়ে দেখা হচ্ছে। সংশ্লিষ্ট সূত্রে জানা গেছে, চলতি অর্থবছরের প্রথম প্রান্তিকে এ খাতে উল্লেখযোগ্য অগ্রগতি হয়েছে। বিশেষজ্ঞরা মনে করেন, দীর্ঘমেয়াদি পরিকল্পনা ছাড়া এ সমস্যার স্থায়ী সমাধান সম্ভব নয়। সরকারের পক্ষ থেকে বলা হয়েছে, জনস্বার্থে প্রয়োজনীয় যেকোনো পদক্ষেপ নিতে প্রস্তুত রয়েছে প্রশাসন। স্থানীয় ব্যবসায়ীরা জানান, বাজারে সরবরাহ স্বাভাবিক থাকলে দাম ক্রমে কমে আসবে বলে আশা করা যায়। এদিকে সাধারণ মানুষের মধ্যে এ নিয়ে মিশ্র প্রতিক্রিয়া লক্ষ করা গেছে। সভায় উপস্থিত ছিলেন সংশ্লিষ্ট মন্ত্রণালয়ের ঊর্ধ্বতন কর্মকর্তারা ও বিভিন্ন সংস্থার প্রতিনিধিরা। পরবর্তী নির্দেশনা না দেওয়া পর্যন্ত এ সিদ্ধান্ত বহাল থাকবে বলে বিজ্ঞপ্তিতে উল্লেখ করা হয়েছে। গতকাল বৃহস্পতিবার রাজধানীতে আয়োজিত এক সংবাদ সম্মেলনে সংশ্লিষ্ট কর্মকর্তারা এ তথ্য জানান। তিনি বলেন, সার্বিক পরিস্থিতি পর্যালোচনা করে প্রয়োজনীয় ব্যবস্থা নেওয়া হয়েছে এবং আগামী দিনেও তা অব্যাহত থাকবে। এ বিষয়ে সংশ্লিষ্ট কর্তৃপক্ষের সঙ্গে যোগাযোগ করা হলে তারা জানান, বিষয়টি গুরুত্বের সঙ্গে খতিয়ে দেখা হচ্ছে। সংশ্লিষ্ট সূত্রে জানা গেছে, চলতি অর্থবছরের প্রথম প্রান্তিকে এ খাতে উল্লেখযোগ্য অগ্রগতি হয়েছে। বিশেষজ্ঞরা মনে করেন, দীর্ঘমেয়াদি পরিকল্পনা ছাড়া এ সমস্যার স্থায়ী সমাধান সম্ভব নয়। সরকারের পক্ষ থেকে বলা হয়েছে, জনস্বার্থে প্রয়োজনীয় যেকোনো পদক্ষেপ নিতে প্রস্তুত রয়েছে প্রশাসন। স্থানীয় ব্যবসায়ীরা জানান, বাজারে সরবরাহ স্বাভাবিক থাকলে দাম ক্রমে কমে আসবে বলে আশা করা যায়। এদিকে সাধারণ মানুষের মধ্যে এ নিয়ে মিশ্র প্রতিক্রিয়া লক্ষ করা গেছে। সভায় উপস্থিত ছিলেন সংশ্লিষ্ট মন্ত্রণালয়ের ঊর্ধ্বতন কর্মকর্তারা ও বিভিন্ন সংস্থার প্রতিনিধিরা। পরবর্তী নির্দেশনা না দেওয়া পর্যন্ত এ সিদ্ধান্ত বহাল থাকবে বলে বিজ্ঞপ্তিতে উল্লেখ করা হয়েছে। গতকাল বৃহস্পতিবার রাজধানীতে আয়োজিত এক সংবাদ সম্মেলনে সংশ্লিষ্ট কর্মকর্তারা এ তথ্য জানান। তিনি বলেন, সার্বিক পরিস্থিতি পর্যালোচনা করে প্রয়োজনীয় ব্যবস্থা নেওয়া হয়েছে এবং আগামী দিনেও তা অব্যাহত থাকবে। এ বিষয়ে সংশ্লিষ্ট কর্তৃপক্ষের সঙ্গে যোগাযোগ করা হলে তারা জানান, বিষয়টি গুরুত্বের সঙ্গে খতিয়ে দেখা হচ্ছে। সংশ্লিষ্ট সূত্রে জানা গেছে, চলতি অর্থবছরের প্রথম প্রান্তিকে এ খাতে উল্লেখযোগ্য অগ্রগতি হয়েছে। বিশেষজ্ঞরা মনে করেন, দীর্ঘমেয়াদি পরিকল্পনা ছাড়া এ সমস্যার স্থায়ী সমাধান সম্ভব নয়। সরকারের পক্ষ থেকে বলা হয়েছে, জনস্বার্থে প্রয়োজনীয় যেকোনো পদক্ষেপ নিতে প্রস্তুত রয়েছে প্রশাসন। স্থানীয় ব্যবসায়ীরা জানান, বাজারে সরবরাহ স্বাভাবিক থাকলে দাম ক্রমে কমে আসবে বলে আশা করা যায়। এদিকে সাধারণ মানুষের মধ্যে এ নিয়ে মিশ্র প্রতিক্রিয়া লক্ষ করা গেছে। সভায় উপস্থিত ছিলেন সংশ্লিষ্ট মন্ত্রণালয়ের ঊর্ধ্বতন কর্মকর্তারা ও বিভিন্ন সংস্থার প্রতিনিধিরা। পরবর্তী নির্দেশনা না দেওয়া পর্যন্ত এ সিদ্ধান্ত বহাল থাকবে বলে বিজ্ঞপ্তিতে উল্লেখ করা হয়েছে। গতকাল বৃহস্পতিবার রাজধানীতে আয়োজিত এক সংবাদ সম্মেলনে সংশ্লিষ্ট কর্মকর্তারা এ তথ্য জানান। তিনি বলেন, সার্বিক পরিস্থিতি পর্যালোচনা করে প্রয়োজনীয় ব্যবস্থা নেওয়া হয়েছে এবং আগামী দিনেও তা অব্যাহত থাকবে। এ বিষয়ে সংশ্লিষ্ট কর্তৃপক্ষের সঙ্গে যোগাযোগ করা হলে তারা জানান, বিষয়টি গুরুত্বের সঙ্গে খতিয়ে দেখা হচ্ছে। সংশ্লিষ্ট সূত্রে জানা গেছে, চলতি অর্থবছরের প্রথম প্রান্তিকে এ খাতে উল্লেখযোগ্য অগ্রগতি হয়েছে। xyxy=(411,902,593,1661)
column-2 xyxy=(208,106,404,1816)
article-continuation xyxy=(216,106,397,480)
article-headline: কেউ জানে না এমনও xyxy=(251,811,362,827)
continued-from-label: শেষ পৃষ্ঠার পর xyxy=(870,262,917,273)
article-headline: শান্তি রক্ষা মিশন নিয়ে দুঃসংবাদ xyxy=(32,384,189,400)
article-continuation xyxy=(412,106,593,293)
day-label: শুক্রবার xyxy=(1139,33,1183,49)
newspaper-name-accent: দেশ xyxy=(17,28,68,65)
article-body: হোসেন চৌধুরী (পরিচিতি নম্বর ৩০০০৬২), সদস্য (গ্রেড-২) ও কাস্টমস নীতি বিভাগের দায়িত্বে থাকা এই কর্মকর্তাকে বিশেষ ভারপ্রাপ্ত কর্মকর্তা (ওএসডি) করা হয়েছে। গতকাল বৃহস্পতিবার রাজধানীতে আয়োজিত এক সংবাদ সম্মেলনে সংশ্লিষ্ট কর্মকর্তারা এ তথ্য জানান। তিনি বলেন, সার্বিক পরিস্থিতি পর্যালোচনা করে প্রয়োজনীয় ব্যবস্থা নেওয়া হয়েছে এবং আগামী দিনেও তা অব্যাহত থাকবে। এ বিষয়ে সংশ্লিষ্ট কর্তৃপক্ষের সঙ্গে যোগাযোগ করা হলে তারা জানান, বিষয়টি গুরুত্বের সঙ্গে খতিয়ে দেখা হচ্ছে। সংশ্লিষ্ট সূত্রে জানা গেছে, চলতি অর্থবছরের প্রথম প্রান্তিকে এ খাতে উল্লেখযোগ্য অগ্রগতি হয়েছে। বিশেষজ্ঞরা মনে করেন, দীর্ঘমেয়াদি পরিকল্পনা ছাড়া এ সমস্যার স্থায়ী সমাধান সম্ভব নয়। সরকারের পক্ষ থেকে বলা হয়েছে, জনস্বার্থে প্রয়োজনীয় যেকোনো পদক্ষেপ নিতে প্রস্তুত রয়েছে প্রশাসন। স্থানীয় ব্যবসায়ীরা জানান, বাজারে সরবরাহ স্বাভাবিক থাকলে দাম ক্রমে কমে আসবে বলে আশা করা যায়। এদিকে সাধারণ মানুষের মধ্যে এ নিয়ে মিশ্র প্রতিক্রিয়া লক্ষ করা গেছে। xyxy=(20,159,201,368)
article-body: মাধ্যমে অর্জন করা সম্ভব; সরকারের ঘোষিত পরিকল্পনা বাস্তবায়নে সব পক্ষের সহযোগিতা প্রয়োজন বলে মত দেন তারা। গতকাল বৃহস্পতিবার রাজধানীতে আয়োজিত এক সংবাদ সম্মেলনে সংশ্লিষ্ট কর্মকর্তারা এ তথ্য জানান। তিনি বলেন, সার্বিক পরিস্থিতি পর্যালোচনা করে প্রয়োজনীয় ব্যবস্থা নেওয়া হয়েছে এবং আগামী দিনেও তা অব্যাহত থাকবে। এ বিষয়ে সংশ্লিষ্ট কর্তৃপক্ষের সঙ্গে যোগাযোগ করা হলে তারা জানান, বিষয়টি গুরুত্বের সঙ্গে খতিয়ে দেখা হচ্ছে। সংশ্লিষ্ট সূত্রে জানা গেছে, চলতি অর্থবছরের প্রথম প্রান্তিকে এ খাতে উল্লেখযোগ্য অগ্রগতি হয়েছে। xyxy=(803,105,985,226)
continued-from-label: শেষ পৃষ্ঠার পর xyxy=(1066,1084,1113,1095)
article xyxy=(999,1057,1180,1287)
article-body: এই মত প্রকাশ করে সংশ্লিষ্ট কমিশন জানিয়েছে, প্রতীক হিসেবে শাপলা অন্তর্ভুক্ত করার সুযোগ নেই। গতকাল বৃহস্পতিবার রাজধানীতে আয়োজিত এক সংবাদ সম্মেলনে সংশ্লিষ্ট কর্মকর্তারা এ তথ্য জানান। তিনি বলেন, সার্বিক পরিস্থিতি পর্যালোচনা করে প্রয়োজনীয় ব্যবস্থা নেওয়া হয়েছে এবং আগামী দিনেও তা অব্যাহত থাকবে। এ বিষয়ে সংশ্লিষ্ট কর্তৃপক্ষের সঙ্গে যোগাযোগ করা হলে তারা জানান, বিষয়টি গুরুত্বের সঙ্গে খতিয়ে দেখা হচ্ছে। সংশ্লিষ্ট সূত্রে জানা গেছে, চলতি অর্থবছরের প্রথম প্রান্তিকে এ খাতে উল্লেখযোগ্য অগ্রগতি হয়েছে। বিশেষজ্ঞরা মনে করেন, দীর্ঘমেয়াদি পরিকল্পনা ছাড়া এ সমস্যার স্থায়ী সমাধান সম্ভব নয়। সরকারের পক্ষ থেকে বলা হয়েছে, জনস্বার্থে প্রয়োজনীয় যেকোনো পদক্ষেপ নিতে প্রস্তুত রয়েছে প্রশাসন। স্থানীয় ব্যবসায়ীরা জানান, বাজারে সরবরাহ স্বাভাবিক থাকলে দাম ক্রমে কমে আসবে বলে আশা করা যায়। এদিকে সাধারণ মানুষের মধ্যে এ নিয়ে মিশ্র প্রতিক্রিয়া লক্ষ করা গেছে। xyxy=(999,539,1180,737)
article xyxy=(412,302,593,835)
article-body: সপ্তাহের শেষ কার্যদিবসে দেশের দুই পুঁজিবাজারে বড় দরপতন হয়েছে; কমেছে অধিকাংশ কোম্পানির শেয়ারদর। গতকাল বৃহস্পতিবার রাজধানীতে আয়োজিত এক সংবাদ সম্মেলনে সংশ্লিষ্ট কর্মকর্তারা এ তথ্য জানান। তিনি বলেন, সার্বিক পরিস্থিতি পর্যালোচনা করে প্রয়োজনীয় ব্যবস্থা নেওয়া হয়েছে এবং আগামী দিনেও তা অব্যাহত থাকবে। এ বিষয়ে সংশ্লিষ্ট কর্তৃপক্ষের সঙ্গে যোগাযোগ করা হলে তারা জানান, বিষয়টি গুরুত্বের সঙ্গে খতিয়ে দেখা হচ্ছে। সংশ্লিষ্ট সূত্রে জানা গেছে, চলতি অর্থবছরের প্রথম প্রান্তিকে এ খাতে উল্লেখযোগ্য অগ্রগতি হয়েছে। বিশেষজ্ঞরা মনে করেন, দীর্ঘমেয়াদি পরিকল্পনা ছাড়া এ সমস্যার স্থায়ী সমাধান সম্ভব নয়। সরকারের পক্ষ থেকে বলা হয়েছে, জনস্বার্থে প্রয়োজনীয় যেকোনো পদক্ষেপ নিতে প্রস্তুত রয়েছে প্রশাসন। xyxy=(215,1164,397,1329)
article-body: আসন্ন জাতীয় সংসদ নির্বাচনে দায়িত্ব পালনে সংশ্লিষ্টদের নিরপেক্ষ থাকার নির্দেশনা দেওয়া হয়েছে। গতকাল বৃহস্পতিবার রাজধানীতে আয়োজিত এক সংবাদ সম্মেলনে সংশ্লিষ্ট কর্মকর্তারা এ তথ্য জানান। তিনি বলেন, সার্বিক পরিস্থিতি পর্যালোচনা করে প্রয়োজনীয় ব্যবস্থা নেওয়া হয়েছে এবং আগামী দিনেও তা অব্যাহত থাকবে। এ বিষয়ে সংশ্লিষ্ট কর্তৃপক্ষের সঙ্গে যোগাযোগ করা হলে তারা জানান, বিষয়টি গুরুত্বের সঙ্গে খতিয়ে দেখা হচ্ছে। সংশ্লিষ্ট সূত্রে জানা গেছে, চলতি অর্থবছরের প্রথম প্রান্তিকে এ খাতে উল্লেখযোগ্য অগ্রগতি হয়েছে। বিশেষজ্ঞরা মনে করেন, দীর্ঘমেয়াদি পরিকল্পনা ছাড়া এ সমস্যার স্থায়ী সমাধান সম্ভব নয়। সরকারের পক্ষ থেকে বলা হয়েছে, জনস্বার্থে প্রয়োজনীয় যেকোনো পদক্ষেপ নিতে প্রস্তুত রয়েছে প্রশাসন। স্থানীয় ব্যবসায়ীরা জানান, বাজারে সরবরাহ স্বাভাবিক থাকলে দাম ক্রমে কমে আসবে বলে আশা করা যায়। এদিকে সাধারণ মানুষের মধ্যে এ নিয়ে মিশ্র প্রতিক্রিয়া লক্ষ করা গেছে। সভায় উপস্থিত ছিলেন সংশ্লিষ্ট মন্ত্রণালয়ের ঊর্ধ্বতন কর্মকর্তারা ও বিভিন্ন সংস্থার প্রতিনিধিরা। পরবর্তী নির্দেশনা না দেওয়া পর্যন্ত এ সিদ্ধান্ত বহাল থাকবে বলে বিজ্ঞপ্তিতে উল্লেখ করা হয়েছে। গতকাল বৃহস্পতিবার রাজধানীতে আয়োজিত এক সংবাদ সম্মেলনে সংশ্লিষ্ট কর্মকর্তারা এ তথ্য জানান। xyxy=(215,531,397,795)
continued-from-label: শেষ পৃষ্ঠার পর xyxy=(1066,1339,1113,1350)
article-headline: পুঁজিবাজারে অস্থিরতার xyxy=(834,437,953,453)
article xyxy=(803,431,984,1640)
article xyxy=(216,1121,397,1329)
article xyxy=(20,1235,201,1790)
article xyxy=(999,1296,1180,1686)
newspaper-name xyxy=(17,30,182,65)
article-headline: তিন মাসে কনটেইনার হ্যান্ডলিং বেড়েছে xyxy=(424,850,580,882)
article xyxy=(803,236,984,422)
article-headline: এপেক্স ফুডসের মুনাফা সাড়ে ৩১ xyxy=(1007,1064,1172,1080)
article xyxy=(20,858,201,1226)
article-headline: বিএসআরএম লিমিটেডের xyxy=(828,242,960,258)
header-right xyxy=(879,15,1183,65)
article-body: অন্তর্বর্তী লভ্যাংশ ঘোষণা করেছে বিএসআরএম লিমিটেড; কোম্পানিটির পরিচালনা পর্ষদের সভায় এ সিদ্ধান্ত হয়। গতকাল বৃহস্পতিবার রাজধানীতে আয়োজিত এক সংবাদ সম্মেলনে সংশ্লিষ্ট কর্মকর্তারা এ তথ্য জানান। তিনি বলেন, সার্বিক পরিস্থিতি পর্যালোচনা করে প্রয়োজনীয় ব্যবস্থা নেওয়া হয়েছে এবং আগামী দিনেও তা অব্যাহত থাকবে। এ বিষয়ে সংশ্লিষ্ট কর্তৃপক্ষের সঙ্গে যোগাযোগ করা হলে তারা জানান, বিষয়টি গুরুত্বের সঙ্গে খতিয়ে দেখা হচ্ছে। সংশ্লিষ্ট সূত্রে জানা গেছে, চলতি অর্থবছরের প্রথম প্রান্তিকে এ খাতে উল্লেখযোগ্য অগ্রগতি হয়েছে। বিশেষজ্ঞরা মনে করেন, দীর্ঘমেয়াদি পরিকল্পনা ছাড়া এ সমস্যার স্থায়ী সমাধান সম্ভব নয়। xyxy=(803,278,985,421)
article xyxy=(216,1338,397,1755)
continued-from-label: শেষ পৃষ্ঠার পর xyxy=(283,1148,330,1159)
article-headline: ‘টিআরএম থেকে বছরে ৭৫ কোটি টাকার xyxy=(613,649,783,681)
column-1 xyxy=(13,106,208,1816)
page-number: ৭ xyxy=(1095,15,1124,65)
article-body: আগামী ১৮ ডিসেম্বর অনুষ্ঠেয় বার্ষিক সাধারণ সভায় লভ্যাংশ অনুমোদনের জন্য উপস্থাপন করা হবে। গতকাল বৃহস্পতিবার রাজধানীতে আয়োজিত এক সংবাদ সম্মেলনে সংশ্লিষ্ট কর্মকর্তারা এ তথ্য জানান। তিনি বলেন, সার্বিক পরিস্থিতি পর্যালোচনা করে প্রয়োজনীয় ব্যবস্থা নেওয়া হয়েছে এবং আগামী দিনেও তা অব্যাহত থাকবে। এ বিষয়ে সংশ্লিষ্ট কর্তৃপক্ষের সঙ্গে যোগাযোগ করা হলে তারা জানান, বিষয়টি গুরুত্বের সঙ্গে খতিয়ে দেখা হচ্ছে। সংশ্লিষ্ট সূত্রে জানা গেছে, চলতি অর্থবছরের প্রথম প্রান্তিকে এ খাতে উল্লেখযোগ্য অগ্রগতি হয়েছে। বিশেষজ্ঞরা মনে করেন, দীর্ঘমেয়াদি পরিকল্পনা ছাড়া এ সমস্যার স্থায়ী সমাধান সম্ভব নয়। সরকারের পক্ষ থেকে বলা হয়েছে, জনস্বার্থে প্রয়োজনীয় যেকোনো পদক্ষেপ নিতে প্রস্তুত রয়েছে প্রশাসন। স্থানীয় ব্যবসায়ীরা জানান, বাজারে সরবরাহ স্বাভাবিক থাকলে দাম ক্রমে কমে আসবে বলে আশা করা যায়। এদিকে সাধারণ মানুষের মধ্যে এ নিয়ে মিশ্র প্রতিক্রিয়া লক্ষ করা গেছে। সভায় উপস্থিত ছিলেন সংশ্লিষ্ট মন্ত্রণালয়ের ঊর্ধ্বতন কর্মকর্তারা ও বিভিন্ন সংস্থার প্রতিনিধিরা। পরবর্তী নির্দেশনা না দেওয়া পর্যন্ত এ সিদ্ধান্ত বহাল থাকবে বলে বিজ্ঞপ্তিতে উল্লেখ করা হয়েছে। গতকাল বৃহস্পতিবার রাজধানীতে আয়োজিত এক সংবাদ সম্মেলনে সংশ্লিষ্ট কর্মকর্তারা এ তথ্য জানান। তিনি বলেন, সার্বিক পরিস্থিতি পর্যালোচনা করে প্রয়োজনীয় ব্যবস্থা নেওয়া হয়েছে এবং আগামী দিনেও তা অব্যাহত থাকবে। এ বিষয়ে সংশ্লিষ্ট কর্তৃপক্ষের সঙ্গে যোগাযোগ করা হলে তারা জানান, বিষয়টি গুরুত্বের সঙ্গে খতিয়ে দেখা হচ্ছে। সংশ্লিষ্ট সূত্রে জানা গেছে, চলতি অর্থবছরের প্রথম প্রান্তিকে এ খাতে উল্লেখযোগ্য অগ্রগতি হয়েছে। xyxy=(999,1355,1180,1685)
article xyxy=(216,489,397,796)
continued-from-label: শেষ পৃষ্ঠার পর xyxy=(283,1365,330,1376)
article-body: আগাম শীতকালীন সবজি চাষে এবার বগুড়া ও রাজশাহী অঞ্চলের কৃষকদের মধ্যে ব্যাপক আগ্রহ দেখা যাচ্ছে। গতকাল বৃহস্পতিবার রাজধানীতে আয়োজিত এক সংবাদ সম্মেলনে সংশ্লিষ্ট কর্মকর্তারা এ তথ্য জানান। তিনি বলেন, সার্বিক পরিস্থিতি পর্যালোচনা করে প্রয়োজনীয় ব্যবস্থা নেওয়া হয়েছে এবং আগামী দিনেও তা অব্যাহত থাকবে। এ বিষয়ে সংশ্লিষ্ট কর্তৃপক্ষের সঙ্গে যোগাযোগ করা হলে তারা জানান, বিষয়টি গুরুত্বের সঙ্গে খতিয়ে দেখা হচ্ছে। সংশ্লিষ্ট সূত্রে জানা গেছে, চলতি অর্থবছরের প্রথম প্রান্তিকে এ খাতে উল্লেখযোগ্য অগ্রগতি হয়েছে। বিশেষজ্ঞরা মনে করেন, দীর্ঘমেয়াদি পরিকল্পনা ছাড়া এ সমস্যার স্থায়ী সমাধান সম্ভব নয়। সরকারের পক্ষ থেকে বলা হয়েছে, জনস্বার্থে প্রয়োজনীয় যেকোনো পদক্ষেপ নিতে প্রস্তুত রয়েছে প্রশাসন। স্থানীয় ব্যবসায়ীরা জানান, বাজারে সরবরাহ স্বাভাবিক থাকলে দাম ক্রমে কমে আসবে বলে আশা করা যায়। এদিকে সাধারণ মানুষের মধ্যে এ নিয়ে মিশ্র প্রতিক্রিয়া লক্ষ করা গেছে। সভায় উপস্থিত ছিলেন সংশ্লিষ্ট মন্ত্রণালয়ের ঊর্ধ্বতন কর্মকর্তারা ও বিভিন্ন সংস্থার প্রতিনিধিরা। পরবর্তী নির্দেশনা না দেওয়া পর্যন্ত এ সিদ্ধান্ত বহাল থাকবে বলে বিজ্ঞপ্তিতে উল্লেখ করা হয়েছে। গতকাল বৃহস্পতিবার রাজধানীতে আয়োজিত এক সংবাদ সম্মেলনে সংশ্লিষ্ট কর্মকর্তারা এ তথ্য জানান। তিনি বলেন, সার্বিক পরিস্থিতি পর্যালোচনা করে প্রয়োজনীয় ব্যবস্থা নেওয়া হয়েছে এবং আগামী দিনেও তা অব্যাহত থাকবে। এ বিষয়ে সংশ্লিষ্ট কর্তৃপক্ষের সঙ্গে যোগাযোগ করা হলে তারা জানান, বিষয়টি গুরুত্বের সঙ্গে খতিয়ে দেখা হচ্ছে। সংশ্লিষ্ট সূত্রে জানা গেছে, চলতি অর্থবছরের প্রথম প্রান্তিকে এ খাতে উল্লেখযোগ্য অগ্রগতি হয়েছে। বিশেষজ্ঞরা মনে করেন, দীর্ঘমেয়াদি পরিকল্পনা ছাড়া এ সমস্যার স্থায়ী সমাধান সম্ভব নয়। সরকারের পক্ষ থেকে বলা হয়েছে, জনস্বার্থে প্রয়োজনীয় যেকোনো পদক্ষেপ নিতে প্রস্তুত রয়েছে প্রশাসন। স্থানীয় ব্যবসায়ীরা জানান, বাজারে সরবরাহ স্বাভাবিক থাকলে দাম ক্রমে কমে আসবে বলে আশা করা যায়। এদিকে সাধারণ মানুষের মধ্যে এ নিয়ে মিশ্র প্রতিক্রিয়া লক্ষ করা গেছে। সভায় উপস্থিত ছিলেন সংশ্লিষ্ট মন্ত্রণালয়ের ঊর্ধ্বতন কর্মকর্তারা ও বিভিন্ন সংস্থার প্রতিনিধিরা। পরবর্তী নির্দেশনা না দেওয়া পর্যন্ত এ সিদ্ধান্ত বহাল থাকবে বলে বিজ্ঞপ্তিতে উল্লেখ করা হয়েছে। গতকাল বৃহস্পতিবার রাজধানীতে আয়োজিত এক সংবাদ সম্মেলনে সংশ্লিষ্ট কর্মকর্তারা এ তথ্য জানান। তিনি বলেন, সার্বিক পরিস্থিতি পর্যালোচনা করে প্রয়োজনীয় ব্যবস্থা নেওয়া হয়েছে এবং আগামী দিনেও তা অব্যাহত থাকবে। xyxy=(20,1294,201,1789)
article-body: এছাড়া অনভিজ্ঞ ও অদূরদর্শী নেতৃত্বের কারণে বিনিয়োগকারীরা ক্ষতিগ্রস্ত হচ্ছেন বলে অভিযোগ উঠেছে। গতকাল বৃহস্পতিবার রাজধানীতে আয়োজিত এক সংবাদ সম্মেলনে সংশ্লিষ্ট কর্মকর্তারা এ তথ্য জানান। তিনি বলেন, সার্বিক পরিস্থিতি পর্যালোচনা করে প্রয়োজনীয় ব্যবস্থা নেওয়া হয়েছে এবং আগামী দিনেও তা অব্যাহত থাকবে। এ বিষয়ে সংশ্লিষ্ট কর্তৃপক্ষের সঙ্গে যোগাযোগ করা হলে তারা জানান, বিষয়টি গুরুত্বের সঙ্গে খতিয়ে দেখা হচ্ছে। xyxy=(999,105,1180,204)
article-headline: ওএসডি হলেন এনবিআরের বেলাল xyxy=(39,106,182,138)
column-4 xyxy=(599,106,795,1816)
article-headline: কেউ চেয়ারম্যান-মেম্বার হতে চায় না xyxy=(419,308,585,340)
continued-from-label: শেষ পৃষ্ঠার পর xyxy=(87,901,134,912)
section-title: খবরের শেষাংশ xyxy=(879,22,1038,53)
masthead xyxy=(17,13,182,65)
article-columns xyxy=(13,106,1187,1816)
article-body: বিষয়টি সম্পর্কে স্পষ্ট কোনো তথ্য নেই বলে জানিয়েছেন সংশ্লিষ্ট কর্মকর্তারা; ফলে নানা গুঞ্জন ছড়িয়ে পড়ছে। গতকাল বৃহস্পতিবার রাজধানীতে আয়োজিত এক সংবাদ সম্মেলনে সংশ্লিষ্ট কর্মকর্তারা এ তথ্য জানান। তিনি বলেন, সার্বিক পরিস্থিতি পর্যালোচনা করে প্রয়োজনীয় ব্যবস্থা নেওয়া হয়েছে এবং আগামী দিনেও তা অব্যাহত থাকবে। এ বিষয়ে সংশ্লিষ্ট কর্তৃপক্ষের সঙ্গে যোগাযোগ করা হলে তারা জানান, বিষয়টি গুরুত্বের সঙ্গে খতিয়ে দেখা হচ্ছে। সংশ্লিষ্ট সূত্রে জানা গেছে, চলতি অর্থবছরের প্রথম প্রান্তিকে এ খাতে উল্লেখযোগ্য অগ্রগতি হয়েছে। বিশেষজ্ঞরা মনে করেন, দীর্ঘমেয়াদি পরিকল্পনা ছাড়া এ সমস্যার স্থায়ী সমাধান সম্ভব নয়। সরকারের পক্ষ থেকে বলা হয়েছে, জনস্বার্থে প্রয়োজনীয় যেকোনো পদক্ষেপ নিতে প্রস্তুত রয়েছে প্রশাসন। স্থানীয় ব্যবসায়ীরা জানান, বাজারে সরবরাহ স্বাভাবিক থাকলে দাম ক্রমে কমে আসবে বলে আশা করা যায়। এদিকে সাধারণ মানুষের মধ্যে এ নিয়ে মিশ্র প্রতিক্রিয়া লক্ষ করা গেছে। সভায় উপস্থিত ছিলেন সংশ্লিষ্ট মন্ত্রণালয়ের ঊর্ধ্বতন কর্মকর্তারা ও বিভিন্ন সংস্থার প্রতিনিধিরা। পরবর্তী নির্দেশনা না দেওয়া পর্যন্ত এ সিদ্ধান্ত বহাল থাকবে বলে বিজ্ঞপ্তিতে উল্লেখ করা হয়েছে। গতকাল বৃহস্পতিবার রাজধানীতে আয়োজিত এক সংবাদ সম্মেলনে সংশ্লিষ্ট কর্মকর্তারা এ তথ্য জানান। xyxy=(215,848,397,1112)
article-continuation xyxy=(999,106,1180,205)
date-bar xyxy=(13,78,1187,104)
article-body: লভ্যাংশ ঘোষণার পাশাপাশি চলতি হিসাব বছরে কোম্পানিটির মুনাফা সাড়ে ৩১ শতাংশ বেড়েছে বলে জানানো হয়েছে। গতকাল বৃহস্পতিবার রাজধানীতে আয়োজিত এক সংবাদ সম্মেলনে সংশ্লিষ্ট কর্মকর্তারা এ তথ্য জানান। তিনি বলেন, সার্বিক পরিস্থিতি পর্যালোচনা করে প্রয়োজনীয় ব্যবস্থা নেওয়া হয়েছে এবং আগামী দিনেও তা অব্যাহত থাকবে। এ বিষয়ে সংশ্লিষ্ট কর্তৃপক্ষের সঙ্গে যোগাযোগ করা হলে তারা জানান, বিষয়টি গুরুত্বের সঙ্গে খতিয়ে দেখা হচ্ছে। সংশ্লিষ্ট সূত্রে জানা গেছে, চলতি অর্থবছরের প্রথম প্রান্তিকে এ খাতে উল্লেখযোগ্য অগ্রগতি হয়েছে। বিশেষজ্ঞরা মনে করেন, দীর্ঘমেয়াদি পরিকল্পনা ছাড়া এ সমস্যার স্থায়ী সমাধান সম্ভব নয়। সরকারের পক্ষ থেকে বলা হয়েছে, জনস্বার্থে প্রয়োজনীয় যেকোনো পদক্ষেপ নিতে প্রস্তুত রয়েছে প্রশাসন। স্থানীয় ব্যবসায়ীরা জানান, বাজারে সরবরাহ স্বাভাবিক থাকলে দাম ক্রমে কমে আসবে বলে আশা করা যায়। xyxy=(999,1100,1180,1287)
